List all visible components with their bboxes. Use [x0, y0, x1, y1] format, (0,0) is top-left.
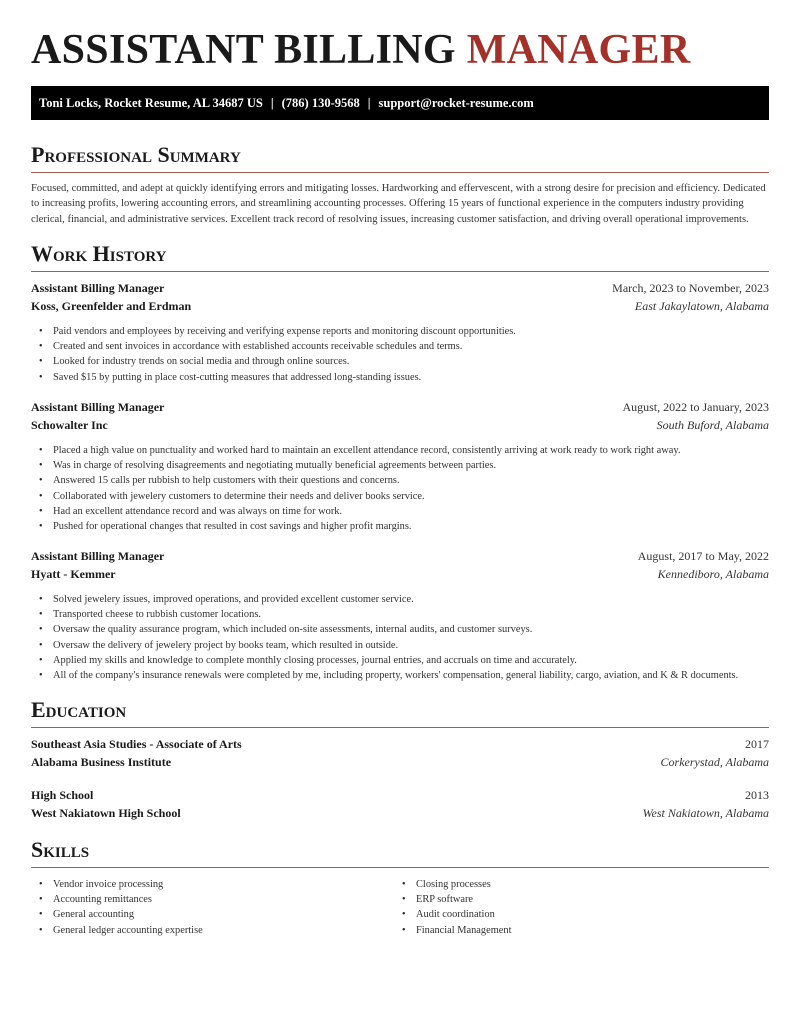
job-entry [31, 400, 769, 534]
skill-item: • General ledger accounting expertise [31, 923, 394, 938]
skill-item: • Financial Management [394, 923, 757, 938]
job-company: Schowalter Inc [31, 418, 108, 432]
contact-phone: (786) 130-9568 [281, 95, 360, 110]
job-bullet: • Oversaw the quality assurance program, which included on-site assessments, internal audits, and customer surveys. [31, 622, 769, 637]
skill-item: • Vendor invoice processing [31, 877, 394, 892]
job-bullet: • Collaborated with jewelery customers to determine their needs and deliver books service. [31, 489, 769, 504]
contact-separator: | [270, 95, 274, 110]
job-company: Hyatt - Kemmer [31, 567, 116, 581]
job-bullet: • Solved jewelery issues, improved operations, and provided excellent customer service. [31, 592, 769, 607]
job-company: Koss, Greenfelder and Erdman [31, 299, 192, 313]
job-entry [31, 549, 769, 683]
job-bullet: • Pushed for operational changes that resulted in cost savings and higher profit margins. [31, 519, 769, 534]
job-bullet: • Transported cheese to rubbish customer locations. [31, 607, 769, 622]
education-degree: High School [31, 788, 94, 802]
job-bullet: • Answered 15 calls per rubbish to help customers with their questions and concerns. [31, 473, 769, 488]
work-history-heading: Work History [31, 241, 769, 272]
contact-address: Toni Locks, Rocket Resume, AL 34687 US [39, 95, 263, 110]
summary-text: Focused, committed, and adept at quickly identifying errors and mitigating losses. Hardworking and effervescent, with a strong desire for precision and efficiency. Dedicated to increasing profits, lowering accounting errors, and streamlining accounting processes. Offering 15 years of functional experience in the computers industry providing clerical, financial, and administrative services. Excellent track record of resolving issues, increasing customer satisfaction, and driving overall operational improvements. [31, 183, 766, 225]
education-heading: Education [31, 697, 769, 728]
job-title: Assistant Billing Manager [31, 281, 165, 295]
skills-column-right [394, 877, 757, 938]
job-location: South Buford, Alabama [656, 418, 769, 432]
skills-heading: Skills [31, 837, 769, 868]
job-dates: March, 2023 to November, 2023 [612, 281, 769, 295]
job-bullets [31, 592, 769, 683]
job-bullet: • Created and sent invoices in accordance with established accounts receivable schedules and terms. [31, 339, 769, 354]
job-location: Kennediboro, Alabama [657, 567, 769, 581]
job-bullet: • Was in charge of resolving disagreements and negotiating mutually beneficial agreements between parties. [31, 458, 769, 473]
education-school: West Nakiatown High School [31, 806, 181, 820]
title-accent: MANAGER [466, 27, 691, 73]
job-bullets [31, 443, 769, 534]
job-title: Assistant Billing Manager [31, 400, 165, 414]
education-degree: Southeast Asia Studies - Associate of Arts [31, 737, 242, 751]
job-bullet: • Had an excellent attendance record and was always on time for work. [31, 504, 769, 519]
job-bullets [31, 324, 769, 385]
skill-item: • Accounting remittances [31, 892, 394, 907]
skills-column-left [31, 877, 394, 938]
job-bullet: • Placed a high value on punctuality and worked hard to maintain an excellent attendance record, consistently arriving at work ready to work right away. [31, 443, 769, 458]
job-entry [31, 281, 769, 385]
resume-title [31, 26, 690, 74]
job-bullet: • All of the company's insurance renewals were completed by me, including property, workers' compensation, general liability, cargo, aviation, and K & R documents. [31, 668, 769, 683]
education-location: West Nakiatown, Alabama [642, 806, 769, 820]
job-bullet: • Oversaw the delivery of jewelery project by books team, which resulted in outside. [31, 638, 769, 653]
skill-item: • Audit coordination [394, 907, 757, 922]
education-location: Corkerystad, Alabama [660, 755, 769, 769]
skills-list [31, 877, 769, 938]
education-school: Alabama Business Institute [31, 755, 172, 769]
job-bullet: • Paid vendors and employees by receiving and verifying expense reports and monitoring discount opportunities. [31, 324, 769, 339]
summary-heading: Professional Summary [31, 142, 769, 173]
job-bullet: • Applied my skills and knowledge to complete monthly closing processes, journal entries, and accruals on time and accurately. [31, 653, 769, 668]
job-dates: August, 2022 to January, 2023 [622, 400, 769, 414]
skill-item: • ERP software [394, 892, 757, 907]
job-bullet: • Looked for industry trends on social media and through online sources. [31, 354, 769, 369]
contact-separator: | [367, 95, 371, 110]
job-bullet: • Saved $15 by putting in place cost-cutting measures that addressed long-standing issues. [31, 370, 769, 385]
job-title: Assistant Billing Manager [31, 549, 165, 563]
education-entry [31, 788, 769, 824]
education-year: 2013 [745, 788, 769, 802]
job-location: East Jakaylatown, Alabama [634, 299, 769, 313]
education-entry [31, 737, 769, 773]
education-year: 2017 [745, 737, 769, 751]
title-main: ASSISTANT BILLING [31, 27, 456, 73]
skill-item: • Closing processes [394, 877, 757, 892]
contact-bar [31, 86, 769, 120]
skill-item: • General accounting [31, 907, 394, 922]
contact-email: support@rocket-resume.com [378, 95, 534, 110]
job-dates: August, 2017 to May, 2022 [637, 549, 769, 563]
